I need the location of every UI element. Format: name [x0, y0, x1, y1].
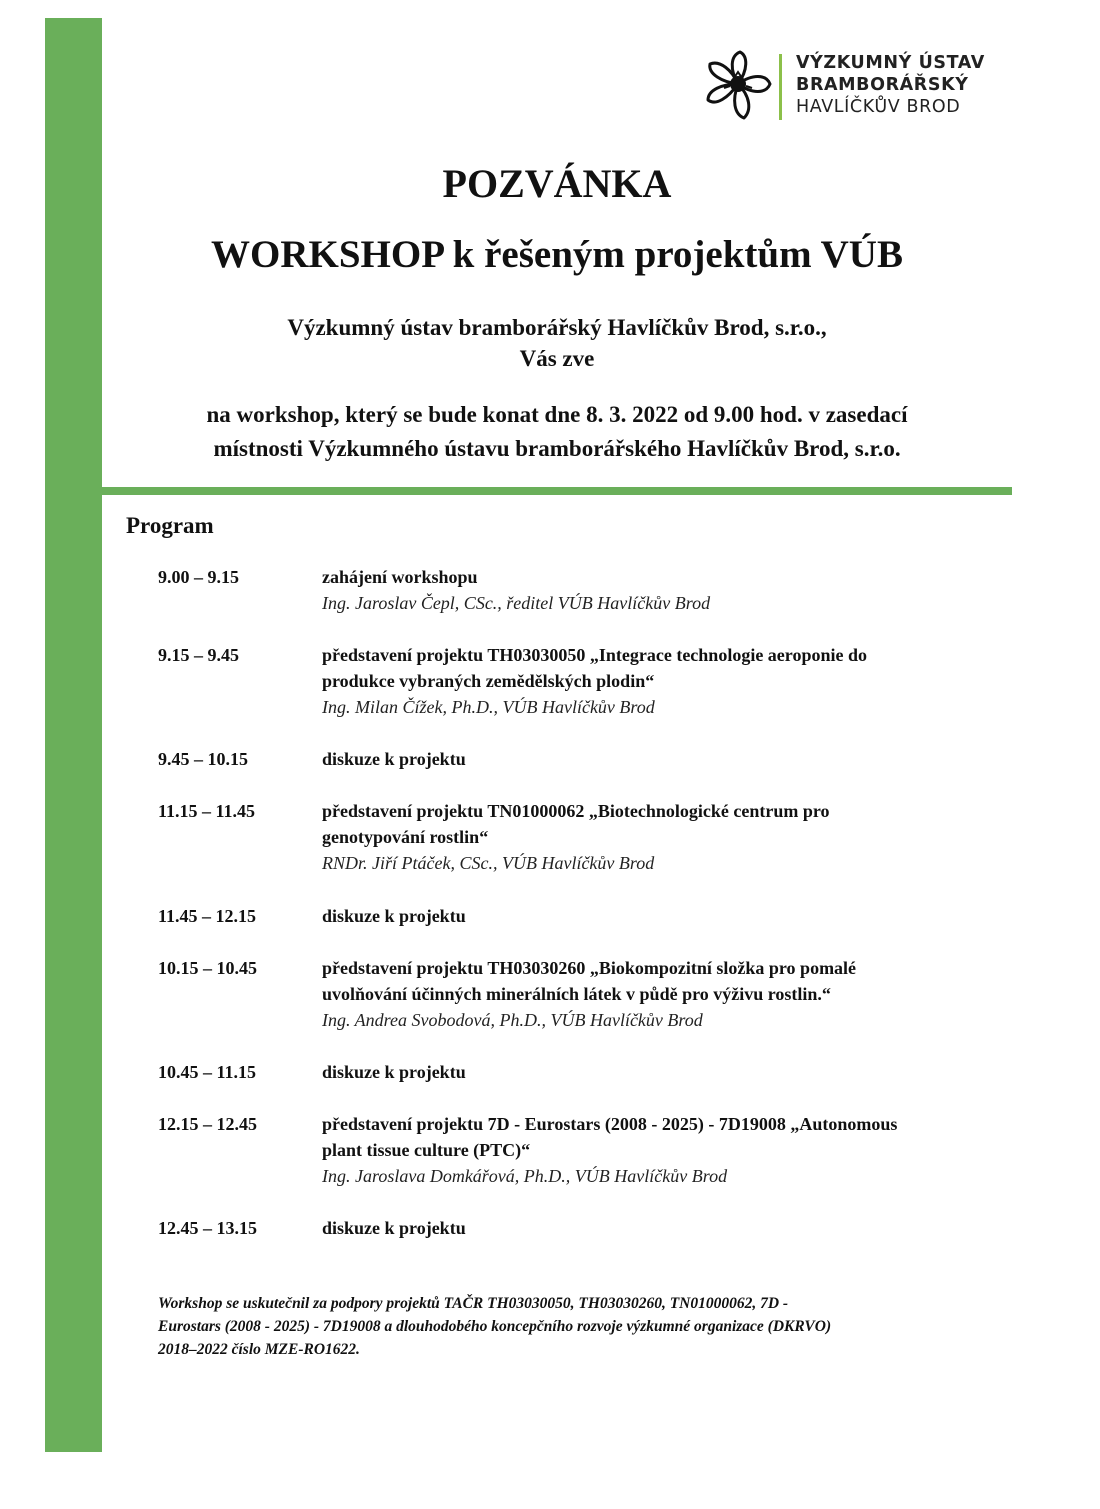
- program-description: [322, 642, 1012, 720]
- program-title-cont: genotypování rostlin“: [322, 827, 489, 847]
- program-time: 9.45 – 10.15: [158, 749, 248, 769]
- program-title: diskuze k projektu: [322, 1062, 466, 1082]
- potato-flower-icon: [700, 48, 776, 124]
- host-statement: [102, 312, 1012, 374]
- logo-line-2: BRAMBORÁŘSKÝ: [796, 75, 969, 95]
- logo-separator: [779, 54, 782, 120]
- program-description: [322, 955, 1012, 1033]
- program-description: [322, 1059, 1012, 1085]
- program-time: 11.15 – 11.45: [158, 801, 256, 821]
- funding-note-line-2: Eurostars (2008 - 2025) - 7D19008 a dlouhodobého koncepčního rozvoje výzkumné organizace (DKRVO): [158, 1318, 832, 1335]
- funding-note: [158, 1292, 978, 1361]
- program-time: 9.15 – 9.45: [158, 645, 239, 665]
- host-line-2: Vás zve: [519, 346, 595, 371]
- program-title: diskuze k projektu: [322, 906, 466, 926]
- program-description: [322, 1215, 1012, 1241]
- logo-line-3: HAVLÍČKŮV BROD: [796, 97, 961, 117]
- section-divider: [102, 487, 1012, 495]
- program-title: představení projektu TH03030050 „Integrace technologie aeroponie do: [322, 645, 867, 665]
- program-time: 10.45 – 11.15: [158, 1062, 257, 1082]
- program-title-cont: uvolňování účinných minerálních látek v půdě pro výživu rostlin.“: [322, 984, 831, 1004]
- page-title: POZVÁNKA: [442, 161, 672, 206]
- program-speaker: Ing. Milan Čížek, Ph.D., VÚB Havlíčkův Brod: [322, 697, 655, 717]
- program-speaker: Ing. Andrea Svobodová, Ph.D., VÚB Havlíčkův Brod: [322, 1010, 703, 1030]
- invitation-line-2: místnosti Výzkumného ústavu bramborářského Havlíčkův Brod, s.r.o.: [213, 436, 901, 461]
- invitation-line-1: na workshop, který se bude konat dne 8. 3. 2022 od 9.00 hod. v zasedací: [206, 402, 908, 427]
- host-line-1: Výzkumný ústav bramborářský Havlíčkův Brod, s.r.o.,: [287, 315, 827, 340]
- program-title: zahájení workshopu: [322, 567, 478, 587]
- invitation-text: [102, 398, 1012, 466]
- program-speaker: Ing. Jaroslav Čepl, CSc., ředitel VÚB Havlíčkův Brod: [322, 593, 711, 613]
- program-description: [322, 564, 1012, 616]
- program-title: představení projektu 7D - Eurostars (2008 - 2025) - 7D19008 „Autonomous: [322, 1114, 898, 1134]
- program-speaker: RNDr. Jiří Ptáček, CSc., VÚB Havlíčkův Brod: [322, 853, 655, 873]
- program-heading: Program: [126, 513, 214, 538]
- program-title: představení projektu TH03030260 „Biokompozitní složka pro pomalé: [322, 958, 857, 978]
- logo-wordmark: [796, 52, 985, 118]
- program-description: [322, 1111, 1012, 1189]
- program-description: [322, 746, 1012, 772]
- funding-note-line-1: Workshop se uskutečnil za podpory projektů TAČR TH03030050, TH03030260, TN01000062, 7D -: [158, 1295, 789, 1312]
- program-time: 10.15 – 10.45: [158, 958, 257, 978]
- program-title: diskuze k projektu: [322, 749, 466, 769]
- program-description: [322, 903, 1012, 929]
- program-description: [322, 798, 1012, 876]
- program-time: 12.15 – 12.45: [158, 1114, 257, 1134]
- program-time: 12.45 – 13.15: [158, 1218, 257, 1238]
- program-title-cont: plant tissue culture (PTC)“: [322, 1140, 531, 1160]
- funding-note-line-3: 2018–2022 číslo MZE-RO1622.: [158, 1341, 360, 1358]
- program-title: představení projektu TN01000062 „Biotechnologické centrum pro: [322, 801, 830, 821]
- page-subtitle: WORKSHOP k řešeným projektům VÚB: [211, 233, 903, 276]
- left-accent-bar: [45, 18, 102, 1452]
- program-speaker: Ing. Jaroslava Domkářová, Ph.D., VÚB Havlíčkův Brod: [322, 1166, 728, 1186]
- program-title-cont: produkce vybraných zemědělských plodin“: [322, 671, 655, 691]
- program-time: 11.45 – 12.15: [158, 906, 257, 926]
- program-time: 9.00 – 9.15: [158, 567, 239, 587]
- program-title: diskuze k projektu: [322, 1218, 466, 1238]
- institute-logo: [700, 48, 1000, 124]
- logo-line-1: VÝZKUMNÝ ÚSTAV: [796, 53, 985, 73]
